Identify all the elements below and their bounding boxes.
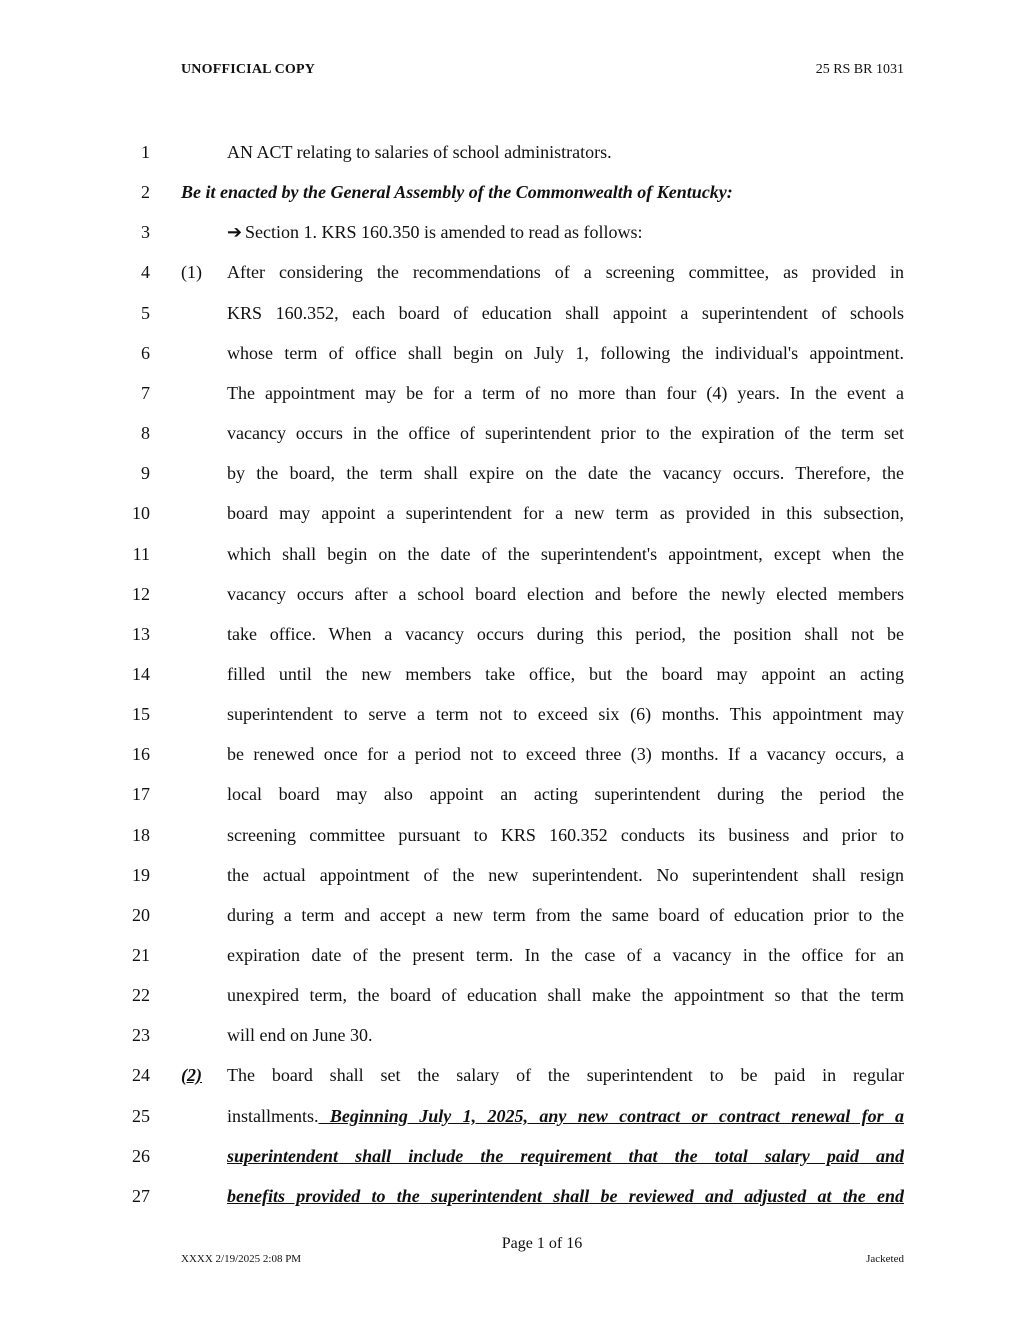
document-line (0, 701, 1024, 727)
subsection-text-line: screening committee pursuant to KRS 160.352 conducts its business and prior to (227, 825, 904, 845)
document-line (0, 340, 1024, 366)
inserted-text: benefits provided to the superintendent shall be reviewed and adjusted at the end (227, 1186, 904, 1206)
subsection-text-line: filled until the new members take office, but the board may appoint an acting (227, 664, 904, 684)
document-line (0, 1022, 1024, 1048)
subsection-text-line: vacancy occurs after a school board election and before the newly elected members (227, 584, 904, 604)
line-number: 18 (132, 825, 150, 845)
subsection-text-line: local board may also appoint an acting superintendent during the period the (227, 784, 904, 804)
line-number: 23 (132, 1025, 150, 1045)
document-line (0, 902, 1024, 928)
line-number: 10 (132, 503, 150, 523)
line-number: 25 (132, 1106, 150, 1126)
document-line (0, 862, 1024, 888)
line-number: 3 (141, 222, 150, 242)
header-left: UNOFFICIAL COPY (181, 62, 316, 77)
line-number: 12 (132, 584, 150, 604)
subsection-text-line: be renewed once for a period not to exceed three (3) months. If a vacancy occurs, a (227, 744, 904, 764)
document-line (0, 300, 1024, 326)
page-number: Page 1 of 16 (501, 1235, 583, 1252)
line-number: 13 (132, 624, 150, 644)
subsection-text-line: The appointment may be for a term of no more than four (4) years. In the event a (227, 383, 904, 403)
footer-left: XXXX 2/19/2025 2:08 PM (181, 1253, 302, 1265)
document-line (0, 139, 1024, 165)
section-heading-line (227, 219, 904, 245)
subsection-text-line: The board shall set the salary of the superintendent to be paid in regular (227, 1065, 904, 1085)
document-line (0, 219, 1024, 245)
inserted-text: Beginning July 1, 2025, any new contract or contract renewal for a (318, 1106, 904, 1126)
line-number: 11 (132, 544, 150, 564)
line-number: 9 (141, 463, 150, 483)
subsection-text-line: which shall begin on the date of the superintendent's appointment, except when the (227, 544, 904, 564)
document-line (0, 741, 1024, 767)
subsection-text-line: the actual appointment of the new superintendent. No superintendent shall resign (227, 865, 904, 885)
subsection-text-line: After considering the recommendations of a screening committee, as provided in (227, 262, 904, 282)
line-number: 7 (141, 383, 150, 403)
line-number: 19 (132, 865, 150, 885)
document-line (0, 1062, 1024, 1088)
arrow-icon: ➔ (227, 222, 243, 242)
existing-text: installments. (227, 1106, 319, 1126)
subsection-marker-new: (2) (181, 1065, 202, 1085)
document-line (0, 179, 1024, 205)
document-line (0, 259, 1024, 285)
subsection-text-line: board may appoint a superintendent for a new term as provided in this subsection, (227, 503, 904, 523)
subsection-text-line: during a term and accept a new term from the same board of education prior to the (227, 905, 904, 925)
section-heading: Section 1. KRS 160.350 is amended to read as follows: (245, 222, 643, 242)
act-title: AN ACT relating to salaries of school administrators. (227, 142, 612, 162)
subsection-text-line: take office. When a vacancy occurs during this period, the position shall not be (227, 624, 904, 644)
line-number: 24 (132, 1065, 150, 1085)
line-number: 8 (141, 423, 150, 443)
enacting-clause: Be it enacted by the General Assembly of the Commonwealth of Kentucky: (181, 182, 733, 202)
document-line (0, 822, 1024, 848)
line-number: 22 (132, 985, 150, 1005)
document-line (0, 541, 1024, 567)
document-line (0, 1143, 1024, 1169)
subsection-text-line: expiration date of the present term. In the case of a vacancy in the office for an (227, 945, 904, 965)
document-line (0, 661, 1024, 687)
line-number: 14 (132, 664, 150, 684)
footer-right: Jacketed (866, 1253, 904, 1265)
line-number: 16 (132, 744, 150, 764)
subsection-text-line: by the board, the term shall expire on the date the vacancy occurs. Therefore, the (227, 463, 904, 483)
inserted-text: superintendent shall include the requirement that the total salary paid and (227, 1146, 904, 1166)
line-number: 20 (132, 905, 150, 925)
subsection-text-line: KRS 160.352, each board of education shall appoint a superintendent of schools (227, 303, 904, 323)
document-line (0, 380, 1024, 406)
subsection-text-line (227, 1103, 904, 1129)
subsection-text-line: vacancy occurs in the office of superintendent prior to the expiration of the term set (227, 423, 904, 443)
document-line (0, 460, 1024, 486)
line-number: 4 (141, 262, 150, 282)
line-number: 2 (141, 182, 150, 202)
line-number: 26 (132, 1146, 150, 1166)
document-line (0, 581, 1024, 607)
document-line (0, 500, 1024, 526)
line-number: 15 (132, 704, 150, 724)
document-line (0, 781, 1024, 807)
line-number: 1 (141, 142, 150, 162)
header-right: 25 RS BR 1031 (815, 62, 904, 77)
line-number: 5 (141, 303, 150, 323)
line-number: 17 (132, 784, 150, 804)
line-number: 21 (132, 945, 150, 965)
line-number: 27 (132, 1186, 150, 1206)
document-line (0, 1183, 1024, 1209)
subsection-text-line: unexpired term, the board of education shall make the appointment so that the term (227, 985, 904, 1005)
subsection-text-line: will end on June 30. (227, 1025, 373, 1045)
line-number: 6 (141, 343, 150, 363)
document-line (0, 1103, 1024, 1129)
subsection-text-line: whose term of office shall begin on July 1, following the individual's appointment. (227, 343, 904, 363)
subsection-marker: (1) (181, 262, 202, 282)
document-line (0, 982, 1024, 1008)
document-line (0, 942, 1024, 968)
document-line (0, 621, 1024, 647)
document-line (0, 420, 1024, 446)
subsection-text-line: superintendent to serve a term not to exceed six (6) months. This appointment may (227, 704, 904, 724)
